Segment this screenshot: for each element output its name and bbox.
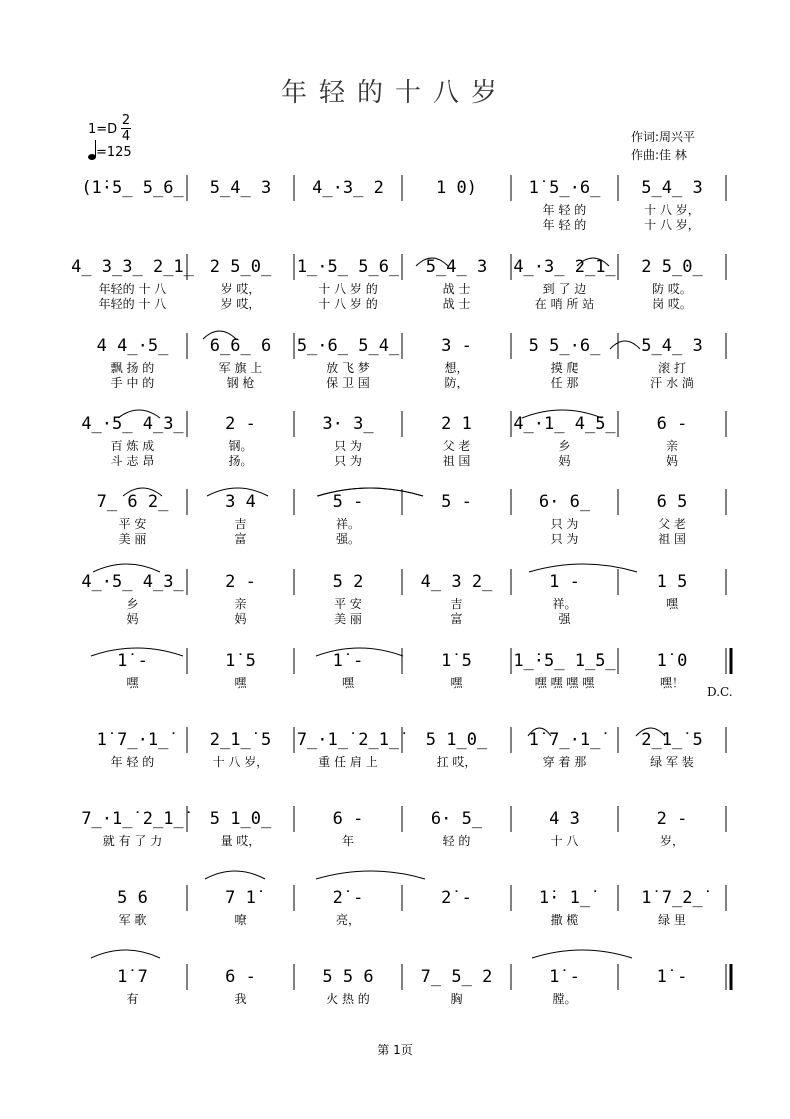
lyric-line-1: 亲 [665, 439, 679, 453]
lyric-line-1: 嘿 嘿 嘿 嘿 [534, 676, 595, 690]
measure-notes: 1̇ 7̲·1̲̇ [96, 730, 169, 750]
lyric-line-2: 祖 国 [442, 454, 471, 468]
time-signature-top: 2 [121, 113, 131, 128]
lyric-line-1: 绿 军 装 [650, 755, 694, 769]
lyric-line-2: 妈 [126, 612, 139, 626]
measure-notes: 5 2 [332, 572, 364, 592]
lyric-line-2: 任 那 [550, 376, 579, 390]
measure-notes: 4̲·5̲ 4̲3̲ [81, 414, 184, 434]
slur [205, 871, 265, 879]
lyric-line-1: 亮， [335, 913, 361, 927]
lyric-line-1: 吉 [234, 517, 247, 531]
measure-notes: 1̇ 5 [441, 651, 472, 671]
measure-notes: 6· 5̲ [430, 809, 483, 829]
lyric-line-1: 十 八 岁， [644, 203, 700, 217]
measure-notes: 1̇ 7̲2̲̇ [641, 888, 703, 908]
lyric-line-1: 嘿 [126, 676, 139, 690]
lyric-line-1: 放 飞 梦 [326, 361, 370, 375]
measure-notes: 4 4̲·5̲ [96, 336, 169, 356]
measure-notes: 3· 3̲ [322, 414, 374, 434]
measure-notes: 4̲·1̲ 4̲5̲ [513, 414, 616, 434]
lyric-line-1: 父 老 [658, 517, 686, 531]
score-system [117, 885, 726, 927]
lyric-line-2: 汗 水 淌 [650, 376, 694, 390]
lyric-line-1: 我 [234, 992, 247, 1006]
lyric-line-1: 十 八 [550, 834, 579, 848]
slur [316, 871, 425, 879]
measure-notes: 4̲·3̲ 2̲1̲ [513, 257, 616, 277]
lyric-line-1: 年 轻 的 [110, 755, 155, 769]
lyric-line-1: 嘹 [234, 913, 247, 927]
lyric-line-2: 十 八 岁 的 [318, 297, 378, 311]
lyric-line-1: 只 为 [334, 439, 362, 453]
lyric-line-2: 在 哨 所 站 [534, 297, 595, 311]
score-system [97, 489, 726, 546]
lyric-line-2: 美 丽 [118, 532, 147, 546]
lyric-line-2: 扬。 [228, 454, 253, 468]
lyric-line-1: 嘿 [665, 597, 679, 611]
measure-notes: 6· 6̲ [538, 492, 591, 512]
measure-notes: 4̲·3̲ 2 [312, 178, 384, 198]
measure-notes: 1̇ 7̲·1̲̇ [528, 730, 601, 750]
key-signature: 1=D [88, 122, 118, 137]
slur [532, 950, 632, 958]
measure-notes: 1̇ - [332, 651, 364, 671]
score-system [81, 175, 726, 232]
lyric-line-2: 手 中 的 [110, 376, 155, 390]
lyric-line-2: 只 为 [334, 454, 362, 468]
lyric-line-1: 祥。 [335, 517, 361, 531]
measure-notes: 7 1̇ [225, 888, 256, 908]
page-number: 第 1页 [377, 1043, 413, 1057]
measure-notes: 1̇ 7 [117, 967, 148, 987]
measure-notes: 7̲ 5̲ 2 [420, 967, 493, 987]
measure-notes: 3 4 [225, 492, 256, 512]
lyric-line-2: 美 丽 [334, 612, 362, 626]
measure-notes: 2 - [225, 572, 256, 592]
lyric-line-1: 十 八 岁， [212, 755, 269, 769]
measure-notes: 5 5̲·6̲ [528, 336, 601, 356]
measure-notes: 2̲̇1̲̇ 5 [641, 730, 703, 750]
measure-notes: 2̇ - [332, 888, 364, 908]
measure-notes: 5̲·6̲ 5̲4̲ [296, 336, 400, 356]
lyric-line-1: 嘿 [234, 676, 247, 690]
measure-notes: 5 1̲̇0̲ [425, 730, 488, 750]
lyric-line-1: 祥。 [552, 597, 577, 611]
measure-notes: 1̇ 5̲·6̲ [528, 178, 601, 198]
lyric-line-2: 年轻的 十 八 [98, 297, 167, 311]
measure-notes: 2 5̲0̲ [209, 257, 272, 277]
measure-notes: 5 5 6 [322, 967, 374, 987]
measure-notes: 4̲·5̲ 4̲3̲ [81, 572, 184, 592]
measure-notes: 5̲4̲ 3 [641, 178, 703, 198]
lyric-line-1: 只 为 [550, 517, 579, 531]
lyric-line-2: 岁 哎， [220, 297, 261, 311]
lyric-line-2: 祖 国 [658, 532, 686, 546]
measure-notes: 1̇ - [549, 967, 580, 987]
measure-notes: 1̲·5̲ 5̲6̲ [296, 257, 400, 277]
lyric-line-1: 年轻的 十 八 [98, 282, 167, 296]
lyric-line-1: 轻 的 [442, 834, 471, 848]
lyric-line-1: 重 任 肩 上 [318, 755, 378, 769]
measure-notes: 2 - [225, 414, 256, 434]
measure-notes: 5 1̲̇0̲ [209, 809, 272, 829]
measure-notes: 4̲ 3̲3̲ 2̲1̲ [71, 257, 194, 277]
lyric-line-1: 扛 哎， [436, 755, 477, 769]
measure-notes: 5̲4̲ 3 [209, 178, 272, 198]
lyric-line-1: 年 轻 的 [542, 203, 587, 217]
lyric-line-2: 年 轻 的 [542, 218, 587, 232]
lyric-line-1: 平 安 [334, 597, 362, 611]
measure-notes: 4̲ 3 2̲ [420, 572, 493, 592]
score-system [97, 333, 726, 390]
lyric-line-1: 父 老 [442, 439, 471, 453]
lyric-line-1: 穿 着 那 [542, 755, 587, 769]
lyric-line-1: 滚 打 [658, 361, 686, 375]
lyric-line-1: 火 热 的 [326, 992, 370, 1006]
score-system [71, 254, 726, 311]
measure-notes: 6 5 [656, 492, 688, 512]
lyric-line-2: 富 [234, 532, 247, 546]
measure-notes: 1 0) [436, 178, 477, 198]
lyric-line-1: 平 安 [118, 517, 147, 531]
lyric-line-1: 十 八 岁 的 [318, 282, 378, 296]
lyric-line-2: 强。 [335, 532, 361, 546]
lyric-line-1: 百 炼 成 [110, 439, 155, 453]
lyric-line-1: 军 歌 [118, 913, 147, 927]
slur [93, 564, 160, 572]
lyric-line-1: 亲 [234, 597, 247, 611]
lyric-line-1: 想， [444, 361, 469, 375]
measure-notes: 1 5 [656, 572, 688, 592]
measure-notes: 6 - [225, 967, 256, 987]
score-system [117, 964, 731, 1006]
lyric-line-2: 保 卫 国 [326, 376, 370, 390]
lyric-line-2: 战 士 [442, 297, 471, 311]
lyric-line-2: 妈 [234, 612, 247, 626]
measure-notes: (1̇·5̲ 5̲6̲ [81, 178, 184, 198]
lyric-line-1: 飘 扬 的 [110, 361, 155, 375]
measure-notes: 5 - [332, 492, 364, 512]
lyric-line-1: 绿 里 [658, 913, 686, 927]
score-system [81, 569, 726, 626]
lyric-line-1: 战 士 [442, 282, 471, 296]
lyric-line-2: 只 为 [550, 532, 579, 546]
score-system [117, 648, 731, 690]
lyric-line-2: 钢 枪 [226, 376, 255, 390]
measure-notes: 7̲·1̲̇ 2̲̇1̲̇ [81, 809, 184, 829]
lyric-line-1: 到 了 边 [542, 282, 587, 296]
lyric-line-1: 岁 哎， [220, 282, 261, 296]
lyric-line-1: 防 哎。 [652, 282, 692, 296]
song-title: 年轻的十八岁 [280, 78, 509, 108]
lyric-line-2: 强 [558, 612, 571, 626]
measure-notes: 2 1 [441, 414, 472, 434]
lyric-line-1: 军 旗 上 [218, 361, 263, 375]
lyric-line-1: 嘿 [341, 676, 355, 690]
measure-notes: 1̲̇·5̲ 1̲̇5̲ [513, 651, 616, 671]
slur [529, 564, 637, 572]
lyric-line-1: 年 [341, 834, 355, 848]
lyric-line-1: 嘿 [450, 676, 463, 690]
slur [91, 950, 160, 958]
score-system [97, 727, 726, 769]
measure-notes: 5 - [441, 492, 472, 512]
measure-notes: 1̇· 1̲̇ [538, 888, 591, 908]
lyric-line-1: 嘿！ [659, 676, 685, 690]
lyric-line-1: 吉 [450, 597, 463, 611]
lyric-line-2: 斗 志 昂 [110, 454, 155, 468]
measure-notes: 5̲4̲ 3 [641, 336, 703, 356]
da-capo-marking: D.C. [707, 685, 733, 699]
measure-notes: 2 - [656, 809, 688, 829]
measure-notes: 1̇ 5 [225, 651, 256, 671]
lyric-line-1: 钢。 [228, 439, 253, 453]
time-signature-bottom: 4 [121, 129, 131, 144]
lyricist: 作词:周兴平 [631, 130, 696, 144]
lyric-line-1: 乡 [126, 597, 139, 611]
measure-notes: 6̲6̲ 6 [209, 336, 272, 356]
lyric-line-1: 量 哎， [220, 834, 261, 848]
measure-notes: 2̇ - [441, 888, 472, 908]
measure-notes: 5̲4̲ 3 [425, 257, 488, 277]
lyric-line-1: 摸 爬 [550, 361, 579, 375]
tempo-value: =125 [96, 145, 132, 160]
score-system [81, 806, 726, 848]
lyric-line-1: 膛。 [552, 992, 577, 1006]
measure-notes: 1̇ - [117, 651, 148, 671]
lyric-line-2: 十 八 岁， [644, 218, 700, 232]
lyric-line-1: 撒 榄 [550, 913, 579, 927]
lyric-line-2: 岗 哎。 [652, 297, 692, 311]
measure-notes: 1̇ 0 [656, 651, 688, 671]
measure-notes: 2̲̇1̲̇ 5 [209, 730, 272, 750]
lyric-line-1: 岁， [659, 834, 685, 848]
measure-notes: 7̲·1̲̇ 2̲̇1̲̇ [296, 730, 400, 750]
score-system [81, 411, 726, 468]
composer: 作曲:佳 林 [631, 148, 687, 162]
lyric-line-2: 富 [450, 612, 463, 626]
measure-notes: 1 - [549, 572, 580, 592]
measure-notes: 1̇ - [656, 967, 688, 987]
lyric-line-2: 防， [444, 376, 469, 390]
measure-notes: 5 6 [117, 888, 148, 908]
measure-notes: 6 - [656, 414, 688, 434]
lyric-line-2: 妈 [558, 454, 571, 468]
measure-notes: 3 - [441, 336, 472, 356]
lyric-line-2: 妈 [665, 454, 679, 468]
slur [610, 341, 640, 349]
lyric-line-1: 胸 [450, 992, 463, 1006]
measure-notes: 7̲ 6 2̲ [96, 492, 169, 512]
measure-notes: 2 5̲0̲ [641, 257, 703, 277]
lyric-line-1: 有 [126, 992, 139, 1006]
measure-notes: 6 - [332, 809, 364, 829]
lyric-line-1: 就 有 了 力 [102, 834, 163, 848]
lyric-line-1: 乡 [558, 439, 571, 453]
measure-notes: 4 3 [549, 809, 580, 829]
